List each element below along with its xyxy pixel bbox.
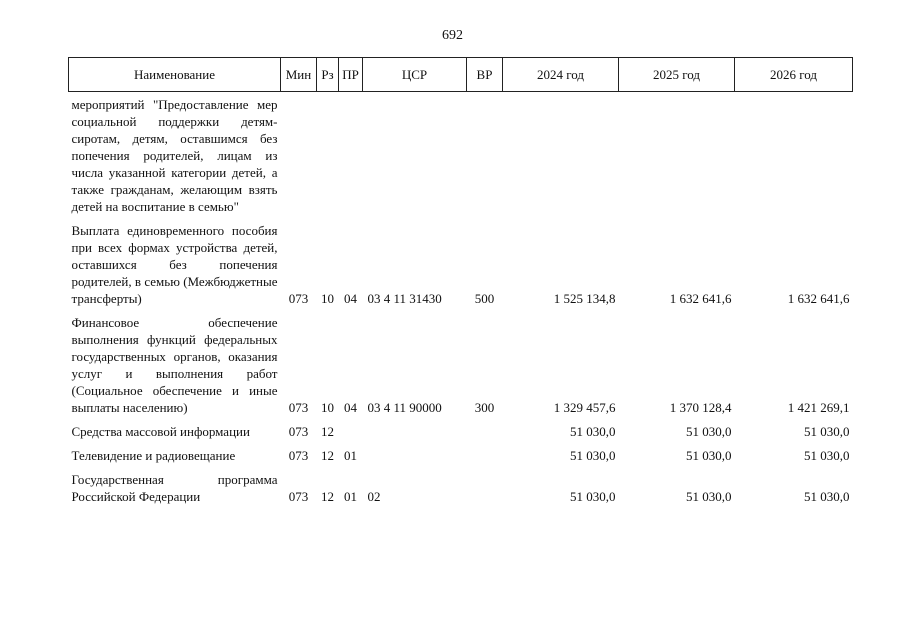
row-pr: 04	[344, 400, 357, 415]
row-vr	[467, 443, 503, 467]
row-pr: 01	[344, 489, 357, 504]
row-vr: 300	[474, 400, 495, 415]
row-2024: 51 030,0	[570, 424, 616, 439]
row-pr: 01	[344, 448, 357, 463]
row-rz: 10	[321, 291, 334, 306]
row-2026	[735, 92, 853, 219]
row-2025: 51 030,0	[686, 448, 732, 463]
row-rz: 12	[321, 424, 334, 439]
row-2026: 51 030,0	[804, 448, 850, 463]
row-min: 073	[288, 400, 309, 415]
header-2024: 2024 год	[503, 58, 619, 92]
row-name: Государственная программа Российской Федерации	[71, 472, 278, 504]
header-min: Мин	[281, 58, 317, 92]
table-row	[69, 310, 853, 419]
table-header	[69, 58, 853, 92]
row-csr: 02	[367, 489, 381, 504]
row-csr: 03 4 11 90000	[367, 400, 442, 415]
row-2024: 1 329 457,6	[553, 400, 616, 415]
table-row	[69, 92, 853, 219]
row-name: Средства массовой информации	[71, 424, 250, 439]
row-csr	[363, 419, 467, 443]
row-vr: 500	[474, 291, 495, 306]
row-csr	[363, 92, 467, 219]
header-2025: 2025 год	[619, 58, 735, 92]
row-2024	[503, 92, 619, 219]
row-2025: 1 370 128,4	[669, 400, 732, 415]
budget-table	[68, 57, 853, 508]
row-2024: 51 030,0	[570, 448, 616, 463]
table-row	[69, 419, 853, 443]
row-csr: 03 4 11 31430	[367, 291, 442, 306]
row-name: Финансовое обеспечение выполнения функций федеральных государственных органов, оказания услуг и выполнения работ (Социальное обеспечение и иные выплаты населению)	[71, 315, 278, 415]
row-csr	[363, 443, 467, 467]
row-2024: 1 525 134,8	[553, 291, 616, 306]
row-2025: 51 030,0	[686, 489, 732, 504]
table-row	[69, 467, 853, 508]
row-vr	[467, 92, 503, 219]
row-pr	[339, 419, 363, 443]
row-vr	[467, 467, 503, 508]
row-rz: 12	[321, 489, 334, 504]
header-2026: 2026 год	[735, 58, 853, 92]
table-body	[69, 92, 853, 509]
row-min: 073	[288, 448, 309, 463]
row-2026: 51 030,0	[804, 489, 850, 504]
row-2024: 51 030,0	[570, 489, 616, 504]
row-2025: 1 632 641,6	[669, 291, 732, 306]
row-rz	[317, 92, 339, 219]
row-name: Выплата единовременного пособия при всех формах устройства детей, оставшихся без попечения родителей, в семью (Межбюджетные трансферты)	[71, 223, 278, 306]
row-pr: 04	[344, 291, 357, 306]
row-vr	[467, 419, 503, 443]
row-name: мероприятий "Предоставление мер социальной поддержки детям-сиротам, детям, оставшимся без попечения родителей, лицам из числа указанной категории детей, а также гражданам, желающим взять детей на воспитание в семью"	[71, 97, 278, 214]
row-pr	[339, 92, 363, 219]
page-number: 692	[442, 28, 463, 43]
row-name: Телевидение и радиовещание	[71, 448, 236, 463]
row-2025	[619, 92, 735, 219]
header-vr: ВР	[467, 58, 503, 92]
table-row	[69, 218, 853, 310]
row-min: 073	[288, 489, 309, 504]
row-2025: 51 030,0	[686, 424, 732, 439]
row-min: 073	[288, 424, 309, 439]
row-min	[281, 92, 317, 219]
header-pr: ПР	[339, 58, 363, 92]
row-min: 073	[288, 291, 309, 306]
row-2026: 51 030,0	[804, 424, 850, 439]
header-csr: ЦСР	[363, 58, 467, 92]
row-2026: 1 421 269,1	[787, 400, 850, 415]
table-row	[69, 443, 853, 467]
row-2026: 1 632 641,6	[787, 291, 850, 306]
header-name: Наименование	[69, 58, 281, 92]
row-rz: 10	[321, 400, 334, 415]
header-rz: Рз	[317, 58, 339, 92]
row-rz: 12	[321, 448, 334, 463]
